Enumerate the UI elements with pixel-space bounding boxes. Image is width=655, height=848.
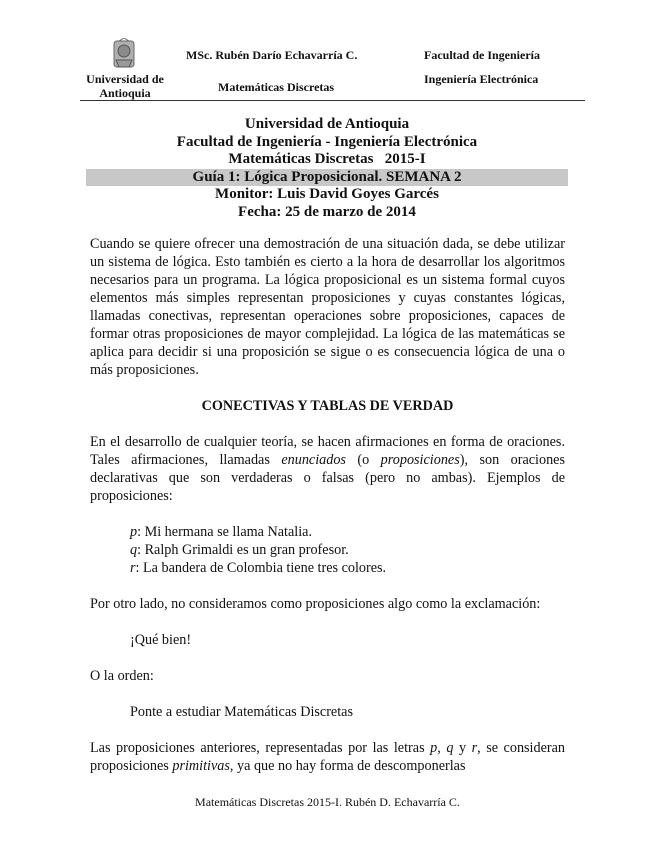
list-item <box>90 541 565 559</box>
example-text: : Ralph Grimaldi es un gran profesor. <box>137 542 349 558</box>
order-intro: O la orden: <box>90 668 154 684</box>
example-var: q <box>130 542 138 558</box>
primitive-paragraph <box>90 739 565 775</box>
header-author: MSc. Rubén Darío Echavarría C. <box>186 48 358 62</box>
exclamation-intro-paragraph: Por otro lado, no consideramos como proposiciones algo como la exclamación: <box>90 596 541 612</box>
intro-paragraph: Cuando se quiere ofrecer una demostración de una situación dada, se debe utilizar un sistema de lógica. Esto también es cierto a la hora de desarrollar los algoritmos necesarios para un programa. La lógica proposicional es un sistema formal cuyos elementos más simples representan proposiciones y cuyas constantes lógicas, llamadas conectivas, representan operaciones sobre proposiciones, capaces de formar otras proposiciones de mayor complejidad. La lógica de las matemáticas se aplica para decidir si una proposición se sigue o es consecuencia lógica de una o más proposiciones. <box>90 236 565 378</box>
list-item <box>90 523 565 541</box>
p5-text-b: , se consideran proposiciones <box>90 740 566 774</box>
title-university: Universidad de Antioquia <box>244 116 410 132</box>
propositions-paragraph <box>90 433 565 505</box>
example-var: r <box>130 560 136 576</box>
example-text: : La bandera de Colombia tiene tres colores. <box>135 560 387 576</box>
exclamation-example: ¡Qué bien! <box>130 632 192 648</box>
p2-text-a: En el desarrollo de cualquier teoría, se hacen afirmaciones en forma de oraciones. Tales afirmaciones, llamadas <box>90 434 565 468</box>
p5-var-q: q <box>446 740 454 756</box>
header-faculty: Facultad de Ingeniería <box>424 48 540 62</box>
p2-text-c: ), son oraciones declarativas que son verdaderas o falsas (pero no ambas). Ejemplos de proposiciones: <box>90 452 565 504</box>
p5-conj: y <box>453 740 472 756</box>
title-course: Matemáticas Discretas 2015-I <box>228 151 426 167</box>
header-program: Ingeniería Electrónica <box>424 72 539 86</box>
p5-sep: , <box>437 740 447 756</box>
title-date: Fecha: 25 de marzo de 2014 <box>238 203 416 220</box>
p5-emphasis: primitivas <box>172 758 230 774</box>
document-body <box>90 235 565 775</box>
section-title: CONECTIVAS Y TABLAS DE VERDAD <box>201 398 454 414</box>
p5-text-c: , ya que no hay forma de descomponerlas <box>229 758 466 774</box>
header-course: Matemáticas Discretas <box>218 80 335 94</box>
p2-emphasis-2: proposiciones <box>380 452 460 468</box>
header-university: Universidad de Antioquia <box>86 72 164 100</box>
title-block <box>86 116 568 221</box>
title-faculty: Facultad de Ingeniería - Ingeniería Electrónica <box>176 133 478 150</box>
title-monitor: Monitor: Luis David Goyes Garcés <box>215 186 439 202</box>
p2-emphasis-1: enunciados <box>281 452 346 468</box>
title-guide: Guía 1: Lógica Proposicional. SEMANA 2 <box>86 169 568 187</box>
p5-var-r: r <box>471 740 478 756</box>
p2-text-b: (o <box>345 452 381 468</box>
order-example: Ponte a estudiar Matemáticas Discretas <box>130 704 353 720</box>
page-footer: Matemáticas Discretas 2015-I. Rubén D. Echavarría C. <box>195 795 460 809</box>
p5-text-a: Las proposiciones anteriores, representadas por las letras <box>90 740 431 756</box>
university-seal-icon <box>107 38 141 72</box>
p5-var-p: p <box>430 740 438 756</box>
example-text: : Mi hermana se llama Natalia. <box>137 524 313 540</box>
example-var: p <box>130 524 138 540</box>
list-item <box>90 559 565 577</box>
header-divider <box>80 100 585 101</box>
